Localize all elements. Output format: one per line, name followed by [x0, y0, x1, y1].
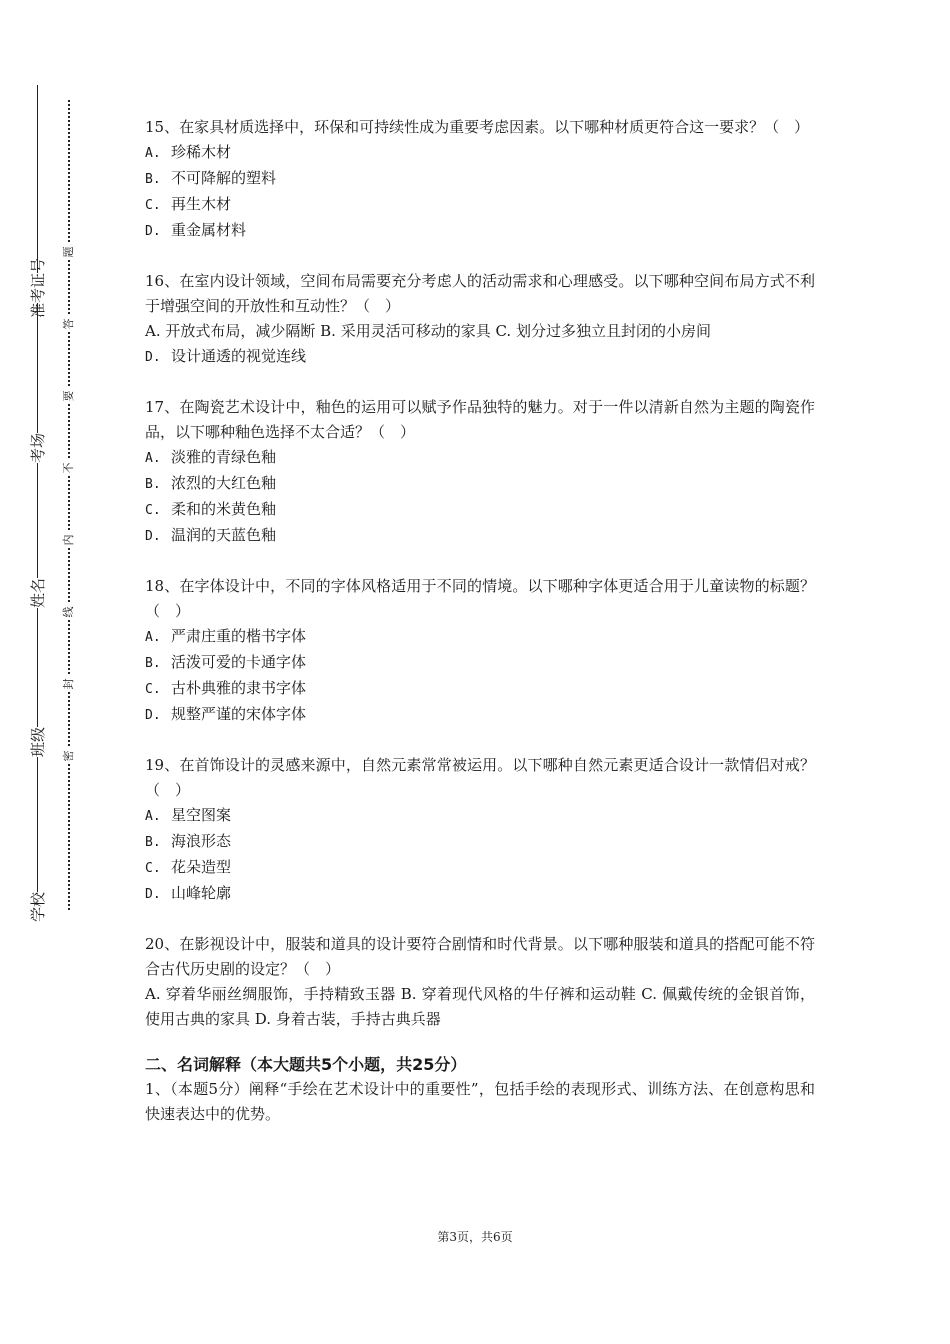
section2-question-1: 1、（本题5分）阐释“手绘在艺术设计中的重要性”，包括手绘的表现形式、训练方法、在创意构思和快速表达中的优势。: [145, 1080, 815, 1123]
option-letter: B.: [145, 172, 161, 187]
binding-margin: [0, 0, 110, 1344]
option-text: 设计通透的视觉连线: [171, 347, 307, 365]
option-letter: D.: [145, 350, 161, 365]
seal-char: 要: [60, 388, 76, 404]
field-exam-id: 准考证号: [7, 273, 67, 303]
field-school: 学校: [7, 892, 67, 922]
option-a[interactable]: [145, 624, 815, 650]
option-b[interactable]: [145, 829, 815, 855]
option-d[interactable]: [145, 218, 815, 244]
option-text: 不可降解的塑料: [171, 169, 277, 187]
option-text: 浓烈的大红色釉: [171, 474, 277, 492]
field-class: 班级: [7, 727, 67, 757]
option-c[interactable]: [145, 676, 815, 702]
option-b[interactable]: [145, 166, 815, 192]
option-text: 再生木材: [171, 195, 232, 213]
option-d[interactable]: [145, 881, 815, 907]
question-15: [145, 115, 815, 244]
page-footer: 第3页，共6页: [437, 1230, 513, 1244]
option-text: 温润的天蓝色釉: [171, 526, 277, 544]
option-letter: D.: [145, 887, 161, 902]
question-16: [145, 269, 815, 370]
option-letter: A.: [145, 809, 161, 824]
option-b[interactable]: [145, 471, 815, 497]
inline-options[interactable]: A. 开放式布局，减少隔断 B. 采用灵活可移动的家具 C. 划分过多独立且封闭的小房间: [145, 322, 711, 340]
option-text: 柔和的米黄色釉: [171, 500, 277, 518]
option-text: 淡雅的青绿色釉: [171, 448, 277, 466]
option-text: 珍稀木材: [171, 143, 232, 161]
option-d[interactable]: [145, 702, 815, 728]
seal-char: 题: [60, 244, 76, 260]
seal-char: 密: [60, 748, 76, 764]
option-d[interactable]: [145, 523, 815, 549]
option-text: 山峰轮廓: [171, 884, 232, 902]
option-letter: B.: [145, 477, 161, 492]
seal-dotted-line: [68, 100, 70, 910]
option-text: 星空图案: [171, 806, 232, 824]
seal-char: 线: [60, 604, 76, 620]
option-letter: D.: [145, 224, 161, 239]
option-text: 规整严谨的宋体字体: [171, 705, 307, 723]
option-a[interactable]: [145, 140, 815, 166]
question-stem: 15、在家具材质选择中，环保和可持续性成为重要考虑因素。以下哪种材质更符合这一要求？（ ）: [145, 118, 810, 136]
option-letter: C.: [145, 198, 161, 213]
option-a[interactable]: [145, 803, 815, 829]
question-17: [145, 395, 815, 549]
question-stem: 18、在字体设计中，不同的字体风格适用于不同的情境。以下哪种字体更适合用于儿童读物的标题？（ ）: [145, 577, 815, 620]
option-text: 花朵造型: [171, 858, 232, 876]
question-stem: 20、在影视设计中，服装和道具的设计要符合剧情和时代背景。以下哪种服装和道具的搭配可能不符合古代历史剧的设定？（ ）: [145, 935, 815, 978]
question-19: [145, 753, 815, 907]
option-letter: A.: [145, 451, 161, 466]
option-letter: C.: [145, 861, 161, 876]
option-text: 活泼可爱的卡通字体: [171, 653, 307, 671]
exam-content: [145, 115, 815, 1127]
question-18: [145, 574, 815, 728]
option-text: 严肃庄重的楷书字体: [171, 627, 307, 645]
option-text: 古朴典雅的隶书字体: [171, 679, 307, 697]
option-text: 重金属材料: [171, 221, 247, 239]
inline-options[interactable]: A. 穿着华丽丝绸服饰，手持精致玉器 B. 穿着现代风格的牛仔裤和运动鞋 C. 佩戴传统的金银首饰，使用古典的家具 D. 身着古装，手持古典兵器: [145, 985, 815, 1028]
option-d[interactable]: [145, 344, 815, 370]
field-exam-room: 考场: [7, 433, 67, 463]
option-c[interactable]: [145, 855, 815, 881]
field-name: 姓名: [7, 578, 67, 608]
question-stem: 17、在陶瓷艺术设计中，釉色的运用可以赋予作品独特的魅力。对于一件以清新自然为主题的陶瓷作品，以下哪种釉色选择不太合适？（ ）: [145, 398, 815, 441]
option-b[interactable]: [145, 650, 815, 676]
section-title: 二、名词解释（本大题共5个小题，共25分）: [145, 1055, 467, 1074]
question-20: [145, 932, 815, 1032]
option-letter: A.: [145, 630, 161, 645]
option-c[interactable]: [145, 497, 815, 523]
option-letter: B.: [145, 656, 161, 671]
seal-char: 不: [60, 460, 76, 476]
option-letter: D.: [145, 708, 161, 723]
option-a[interactable]: [145, 445, 815, 471]
option-letter: D.: [145, 529, 161, 544]
question-stem: 19、在首饰设计的灵感来源中，自然元素常常被运用。以下哪种自然元素更适合设计一款情侣对戒？（ ）: [145, 756, 815, 799]
question-stem: 16、在室内设计领域，空间布局需要充分考虑人的活动需求和心理感受。以下哪种空间布局方式不利于增强空间的开放性和互动性？（ ）: [145, 272, 815, 315]
option-letter: C.: [145, 682, 161, 697]
binding-solid-line: [37, 85, 38, 915]
option-c[interactable]: [145, 192, 815, 218]
seal-char: 答: [60, 316, 76, 332]
option-letter: C.: [145, 503, 161, 518]
option-letter: A.: [145, 146, 161, 161]
seal-char: 内: [60, 532, 76, 548]
option-letter: B.: [145, 835, 161, 850]
option-text: 海浪形态: [171, 832, 232, 850]
seal-char: 封: [60, 676, 76, 692]
